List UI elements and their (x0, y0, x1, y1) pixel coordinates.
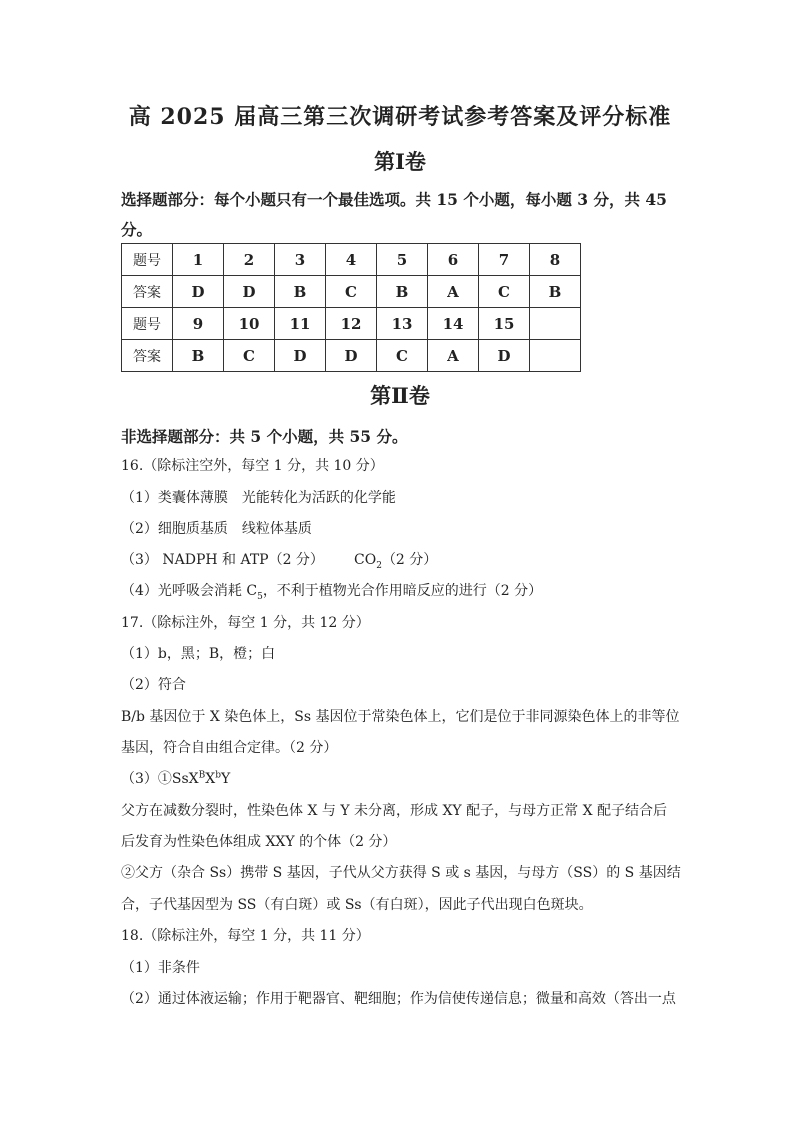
question-number-cell: 5 (377, 244, 428, 276)
q18-answer-1: （1）非条件 (121, 960, 200, 976)
q17-answer-3-explanation-line1: 父方在减数分裂时，性染色体 X 与 Y 未分离，形成 XY 配子，与母方正常 X 配子结合后 (121, 803, 667, 819)
answer-table (121, 243, 581, 372)
answer-cell: C (224, 340, 275, 372)
q17-answer-1: （1）b，黑；B，橙；白 (121, 646, 276, 662)
question-number-cell: 6 (428, 244, 479, 276)
question-number-row (122, 308, 581, 340)
question-number-cell: 15 (479, 308, 530, 340)
question-number-cell: 4 (326, 244, 377, 276)
q16-answer-4: （4）光呼吸会消耗 $C_5$，不利于植物光合作用暗反应的进行（2 分） (121, 583, 543, 602)
q17-answer-3-explanation-line2: 后发育为性染色体组成 XXY 的个体（2 分） (121, 834, 397, 850)
q17-answer-2-explanation-line2: 基因，符合自由组合定律。（2 分） (121, 740, 338, 756)
question-number-cell: 2 (224, 244, 275, 276)
question-number-cell (530, 308, 581, 340)
question-number-cell: 7 (479, 244, 530, 276)
question-number-cell: 9 (173, 308, 224, 340)
document-title: 高 2025 届高三第三次调研考试参考答案及评分标准 (128, 104, 672, 130)
q17-answer-3-genotype: $(3)①SsX^BX^bY$ (121, 770, 231, 787)
part2-heading: 第Ⅱ卷 (370, 383, 430, 408)
row-label: 题号 (122, 308, 173, 340)
answer-cell: B (173, 340, 224, 372)
question-number-cell: 12 (326, 308, 377, 340)
answer-cell: C (326, 276, 377, 308)
q18-header: 18.（除标注外，每空 1 分，共 11 分） (121, 928, 370, 944)
question-number-cell: 13 (377, 308, 428, 340)
q16-answer-3-right: $CO_2(2$ 分） (354, 552, 438, 571)
question-number-cell: 3 (275, 244, 326, 276)
answer-cell: A (428, 340, 479, 372)
question-number-row (122, 244, 581, 276)
q16-header: 16.（除标注空外，每空 1 分，共 10 分） (121, 458, 384, 474)
question-number-cell: 1 (173, 244, 224, 276)
answer-cell: B (377, 276, 428, 308)
q17-header: 17.（除标注外，每空 1 分，共 12 分） (121, 615, 370, 631)
q17-answer-2-explanation-line1: B/b 基因位于 X 染色体上，Ss 基因位于常染色体上，它们是位于非同源染色体上的非等位 (121, 709, 680, 725)
answer-cell: C (479, 276, 530, 308)
question-number-cell: 8 (530, 244, 581, 276)
answer-cell: B (275, 276, 326, 308)
answer-row (122, 340, 581, 372)
q17-answer-2: （2）符合 (121, 677, 186, 693)
answer-cell: D (173, 276, 224, 308)
q16-answer-1: （1）类囊体薄膜 光能转化为活跃的化学能 (121, 490, 396, 506)
answer-cell: C (377, 340, 428, 372)
question-number-cell: 14 (428, 308, 479, 340)
row-label: 答案 (122, 340, 173, 372)
answer-cell (530, 340, 581, 372)
answer-row (122, 276, 581, 308)
part2-intro: 非选择题部分：共 5 个小题，共 55 分。 (121, 427, 408, 446)
q16-answer-2: （2）细胞质基质 线粒体基质 (121, 521, 312, 537)
answer-cell: D (275, 340, 326, 372)
q17-answer-3b-line1: ②父方（杂合 Ss）携带 S 基因，子代从父方获得 S 或 s 基因，与母方（SS）的 S 基因结 (121, 865, 681, 881)
q17-answer-3b-line2: 合，子代基因型为 SS（有白斑）或 Ss（有白斑），因此子代出现白色斑块。 (121, 897, 593, 913)
part1-heading: 第Ⅰ卷 (374, 149, 426, 174)
q18-answer-2: （2）通过体液运输；作用于靶器官、靶细胞；作为信使传递信息；微量和高效（答出一点 (121, 991, 676, 1007)
answer-cell: D (479, 340, 530, 372)
answer-cell: D (326, 340, 377, 372)
part1-intro-line1: 选择题部分：每个小题只有一个最佳选项。共 15 个小题，每小题 3 分，共 45 (121, 190, 667, 209)
row-label: 答案 (122, 276, 173, 308)
answer-cell: D (224, 276, 275, 308)
part1-intro-line2: 分。 (121, 220, 153, 239)
question-number-cell: 10 (224, 308, 275, 340)
answer-cell: B (530, 276, 581, 308)
question-number-cell: 11 (275, 308, 326, 340)
answer-cell: A (428, 276, 479, 308)
row-label: 题号 (122, 244, 173, 276)
q16-answer-3-left: （3） NADPH 和 ATP（2 分） (121, 552, 324, 568)
